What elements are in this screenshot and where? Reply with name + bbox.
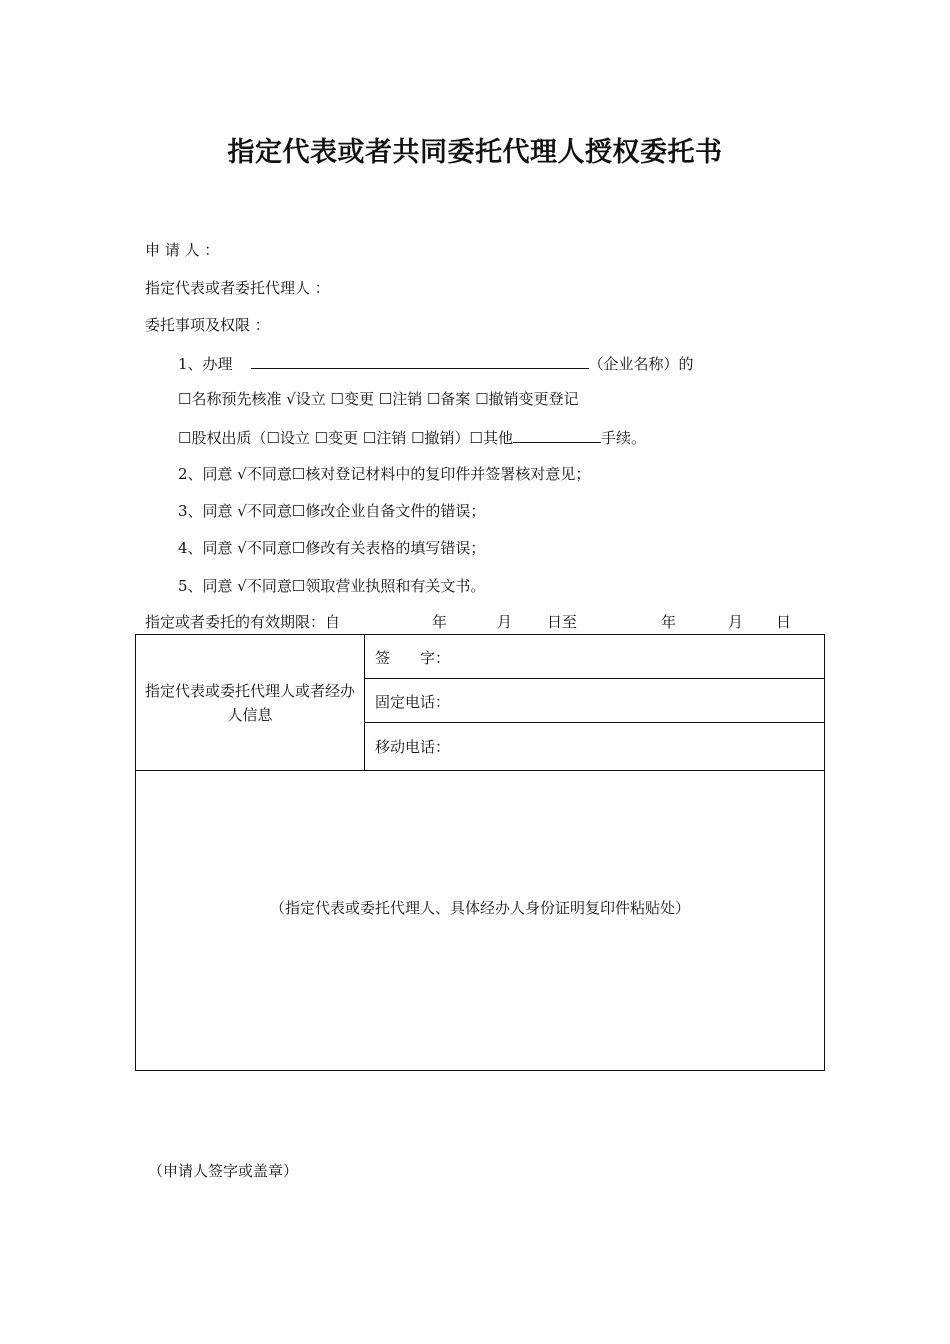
agent-info-label-cell (136, 635, 365, 771)
validity-month2: 月 (728, 613, 744, 631)
other-blank[interactable] (513, 426, 601, 443)
applicant-signature-note: （申请人签字或盖章） (148, 1162, 299, 1180)
id-copy-paste-area (136, 771, 824, 1070)
item5-line[interactable]: 5、同意 √不同意☐领取营业执照和有关文书。 (178, 577, 486, 595)
agent-field[interactable] (145, 278, 330, 298)
info-table (135, 634, 825, 1071)
item1-options-line1[interactable]: ☐名称预先核准 √设立 ☐变更 ☐注销 ☐备案 ☐撤销变更登记 (178, 390, 579, 408)
item4-line[interactable]: 4、同意 √不同意☐修改有关表格的填写错误； (178, 539, 486, 557)
applicant-field[interactable] (145, 240, 219, 260)
item3-line[interactable]: 3、同意 √不同意☐修改企业自备文件的错误； (178, 502, 486, 520)
item1-options-line2-suffix: 手续。 (601, 429, 647, 447)
agent-label: 指定代表或者委托代理人 ： (145, 279, 330, 297)
item1-line (178, 352, 694, 374)
scope-heading: 委托事项及权限 ： (145, 316, 270, 334)
sign-label: 签 字： (375, 648, 451, 667)
company-name-blank[interactable] (251, 352, 589, 369)
validity-label: 指定或者委托的有效期限：自 (145, 613, 341, 631)
validity-month1: 月 (497, 613, 513, 631)
validity-day2: 日 (776, 613, 792, 631)
item1-options-line2-prefix[interactable]: ☐股权出质（☐设立 ☐变更 ☐注销 ☐撤销）☐其他 (178, 429, 513, 447)
sign-cell[interactable] (365, 635, 825, 679)
validity-year2: 年 (661, 613, 677, 631)
item1-suffix: （企业名称）的 (588, 355, 694, 373)
item1-options-line2 (178, 426, 646, 448)
mobile-label: 移动电话： (375, 738, 451, 756)
agent-info-label: 指定代表或委托代理人或者经办人信息 (145, 682, 356, 724)
document-title: 指定代表或者共同委托代理人授权委托书 (227, 137, 723, 168)
validity-line (145, 612, 825, 632)
id-copy-note: （指定代表或委托代理人、具体经办人身份证明复印件粘贴处） (269, 899, 690, 917)
item2-line[interactable]: 2、同意 √不同意☐核对登记材料中的复印件并签署核对意见； (178, 465, 591, 483)
mobile-cell[interactable] (365, 723, 825, 770)
phone-label: 固定电话： (375, 692, 451, 711)
phone-cell[interactable] (365, 679, 825, 723)
applicant-label: 申 请 人 ： (145, 241, 220, 259)
item1-prefix: 1、办理 (178, 355, 233, 373)
validity-year1: 年 (432, 613, 448, 631)
validity-day-to: 日至 (547, 613, 578, 631)
